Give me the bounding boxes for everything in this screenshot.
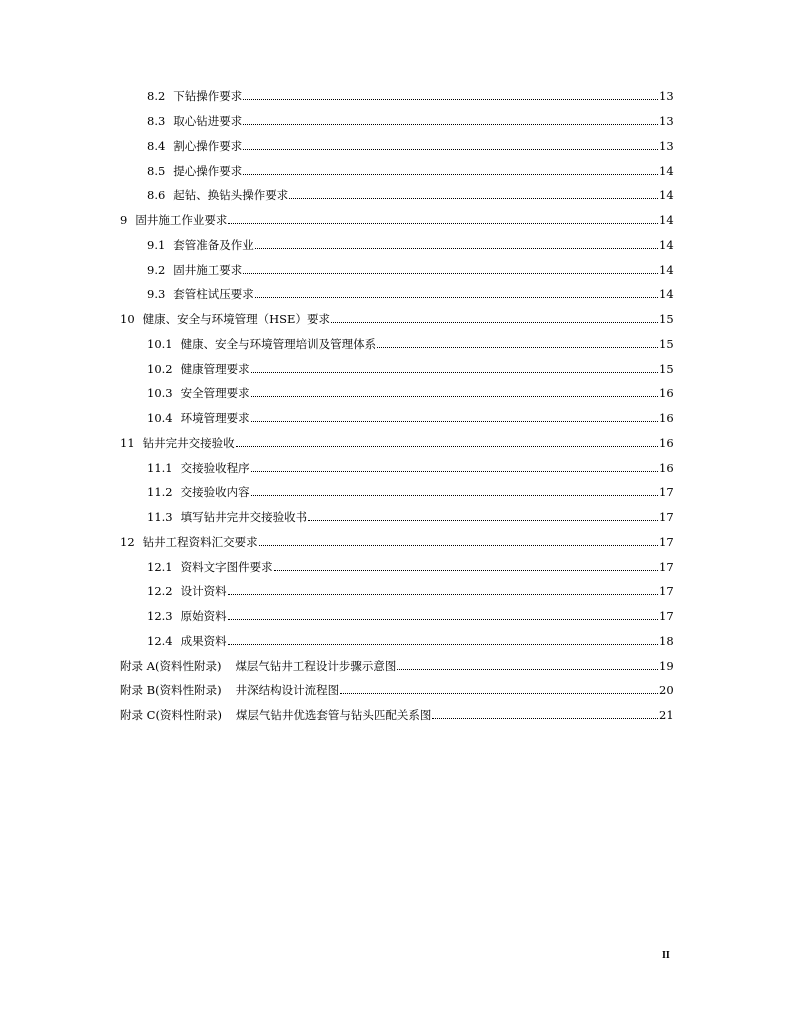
toc-entry-page: 16 xyxy=(659,386,674,401)
toc-entry-page: 16 xyxy=(659,435,674,450)
toc-entry[interactable] xyxy=(0,604,791,629)
toc-entry-number: 8.3 xyxy=(147,114,166,129)
toc-entry-title: 取心钻进要求 xyxy=(173,114,243,129)
toc-entry-number: 附录 B(资料性附录) xyxy=(120,683,222,698)
toc-entry[interactable] xyxy=(0,158,791,183)
toc-entry-number: 11.1 xyxy=(147,460,173,475)
toc-entry-title: 套管柱试压要求 xyxy=(173,287,254,302)
toc-entry-appendix[interactable] xyxy=(0,678,791,703)
toc-entry-title: 割心操作要求 xyxy=(173,138,243,153)
dot-leader xyxy=(251,494,658,496)
dot-leader xyxy=(274,569,658,571)
toc-entry-page: 14 xyxy=(659,287,674,302)
toc-entry[interactable] xyxy=(0,505,791,530)
dot-leader xyxy=(228,222,658,224)
toc-entry-number: 10.4 xyxy=(147,411,173,426)
toc-entry-number: 9.2 xyxy=(147,262,166,277)
toc-entry[interactable] xyxy=(0,282,791,307)
toc-entry[interactable] xyxy=(0,406,791,431)
toc-entry[interactable] xyxy=(0,381,791,406)
toc-entry-number: 8.4 xyxy=(147,138,166,153)
dot-leader xyxy=(377,346,658,348)
dot-leader xyxy=(255,247,658,249)
toc-entry-title: 填写钻井完井交接验收书 xyxy=(180,510,308,525)
toc-entry-number: 12.3 xyxy=(147,609,173,624)
toc-entry[interactable] xyxy=(0,307,791,332)
toc-entry[interactable] xyxy=(0,480,791,505)
dot-leader xyxy=(251,395,658,397)
toc-entry-number: 12.4 xyxy=(147,633,173,648)
dot-leader xyxy=(255,296,658,298)
toc-entry-number: 11 xyxy=(120,435,135,450)
toc-entry-page: 14 xyxy=(659,163,674,178)
toc-entry-title: 井深结构设计流程图 xyxy=(235,683,340,698)
toc-entry[interactable] xyxy=(0,109,791,134)
dot-leader xyxy=(251,420,658,422)
dot-leader xyxy=(308,519,658,521)
toc-entry[interactable] xyxy=(0,134,791,159)
toc-entry-title: 起钻、换钻头操作要求 xyxy=(173,188,289,203)
toc-entry-appendix[interactable] xyxy=(0,703,791,728)
toc-entry-number: 10.3 xyxy=(147,386,173,401)
toc-entry-page: 13 xyxy=(659,114,674,129)
toc-entry-number: 10 xyxy=(120,312,135,327)
toc-entry-number: 8.6 xyxy=(147,188,166,203)
toc-entry-number: 10.1 xyxy=(147,336,173,351)
toc-entry-number: 9.3 xyxy=(147,287,166,302)
toc-entry-page: 18 xyxy=(659,633,674,648)
dot-leader xyxy=(243,98,658,100)
dot-leader xyxy=(251,371,658,373)
toc-entry-number: 11.3 xyxy=(147,510,173,525)
toc-entry-title: 钻井工程资料汇交要求 xyxy=(142,534,258,549)
toc-entry-title: 安全管理要求 xyxy=(180,386,250,401)
toc-entry[interactable] xyxy=(0,183,791,208)
toc-entry-title: 原始资料 xyxy=(180,609,227,624)
toc-entry-title: 资料文字图件要求 xyxy=(180,559,273,574)
toc-entry-page: 15 xyxy=(659,361,674,376)
toc-entry-title: 环境管理要求 xyxy=(180,411,250,426)
dot-leader xyxy=(331,321,658,323)
toc-entry-number: 11.2 xyxy=(147,485,173,500)
toc-entry-page: 13 xyxy=(659,138,674,153)
toc-entry-title: 钻井完井交接验收 xyxy=(142,435,235,450)
toc-entry-page: 14 xyxy=(659,188,674,203)
dot-leader xyxy=(243,123,658,125)
toc-entry-page: 15 xyxy=(659,336,674,351)
dot-leader xyxy=(432,717,658,719)
dot-leader xyxy=(259,544,658,546)
toc-entry-number: 附录 A(资料性附录) xyxy=(120,658,222,673)
toc-entry-number: 附录 C(资料性附录) xyxy=(120,708,222,723)
toc-entry-page: 16 xyxy=(659,460,674,475)
toc-entry-page: 13 xyxy=(659,89,674,104)
toc-entry-title: 健康、安全与环境管理（HSE）要求 xyxy=(142,312,330,327)
toc-entry-number: 9 xyxy=(120,213,128,228)
dot-leader xyxy=(243,272,658,274)
toc-entry-page: 17 xyxy=(659,534,674,549)
toc-entry-title: 煤层气钻井优选套管与钻头匹配关系图 xyxy=(235,708,432,723)
page-number: II xyxy=(662,950,670,961)
toc-entry[interactable] xyxy=(0,431,791,456)
toc-entry-page: 20 xyxy=(659,683,674,698)
toc-entry[interactable] xyxy=(0,530,791,555)
toc-entry-number: 10.2 xyxy=(147,361,173,376)
dot-leader xyxy=(243,148,658,150)
toc-entry[interactable] xyxy=(0,629,791,654)
toc-entry[interactable] xyxy=(0,208,791,233)
toc-entry-page: 21 xyxy=(659,708,674,723)
dot-leader xyxy=(289,197,658,199)
dot-leader xyxy=(228,593,658,595)
toc-entry-number: 9.1 xyxy=(147,237,166,252)
dot-leader xyxy=(397,668,658,670)
toc-entry-page: 17 xyxy=(659,584,674,599)
toc-entry-appendix[interactable] xyxy=(0,653,791,678)
toc-entry[interactable] xyxy=(0,455,791,480)
toc-entry-title: 成果资料 xyxy=(180,633,227,648)
dot-leader xyxy=(228,618,658,620)
toc-entry-number: 12 xyxy=(120,534,135,549)
toc-entry-page: 15 xyxy=(659,312,674,327)
table-of-contents xyxy=(0,84,791,728)
toc-entry-title: 下钻操作要求 xyxy=(173,89,243,104)
toc-entry-number: 12.1 xyxy=(147,559,173,574)
toc-entry[interactable] xyxy=(0,233,791,258)
toc-entry[interactable] xyxy=(0,579,791,604)
toc-entry-page: 17 xyxy=(659,559,674,574)
toc-entry-title: 设计资料 xyxy=(180,584,227,599)
toc-entry[interactable] xyxy=(0,554,791,579)
toc-entry-page: 17 xyxy=(659,485,674,500)
toc-entry[interactable] xyxy=(0,356,791,381)
toc-entry-title: 套管准备及作业 xyxy=(173,237,254,252)
toc-entry-title: 健康管理要求 xyxy=(180,361,250,376)
dot-leader xyxy=(251,470,658,472)
toc-entry[interactable] xyxy=(0,257,791,282)
toc-entry-title: 健康、安全与环境管理培训及管理体系 xyxy=(180,336,377,351)
toc-entry-page: 14 xyxy=(659,237,674,252)
toc-entry-page: 16 xyxy=(659,411,674,426)
toc-entry-number: 8.2 xyxy=(147,89,166,104)
toc-entry-page: 17 xyxy=(659,510,674,525)
toc-entry-number: 8.5 xyxy=(147,163,166,178)
toc-entry-page: 14 xyxy=(659,262,674,277)
toc-entry-title: 交接验收内容 xyxy=(180,485,250,500)
toc-entry-title: 固井施工要求 xyxy=(173,262,243,277)
toc-entry[interactable] xyxy=(0,84,791,109)
dot-leader xyxy=(228,643,658,645)
toc-entry[interactable] xyxy=(0,332,791,357)
toc-entry-title: 交接验收程序 xyxy=(180,460,250,475)
toc-entry-number: 12.2 xyxy=(147,584,173,599)
toc-entry-title: 煤层气钻井工程设计步骤示意图 xyxy=(235,658,397,673)
toc-entry-title: 提心操作要求 xyxy=(173,163,243,178)
toc-entry-page: 17 xyxy=(659,609,674,624)
dot-leader xyxy=(340,692,658,694)
toc-entry-title: 固井施工作业要求 xyxy=(135,213,228,228)
dot-leader xyxy=(236,445,658,447)
toc-entry-page: 14 xyxy=(659,213,674,228)
dot-leader xyxy=(243,173,658,175)
toc-entry-page: 19 xyxy=(659,658,674,673)
